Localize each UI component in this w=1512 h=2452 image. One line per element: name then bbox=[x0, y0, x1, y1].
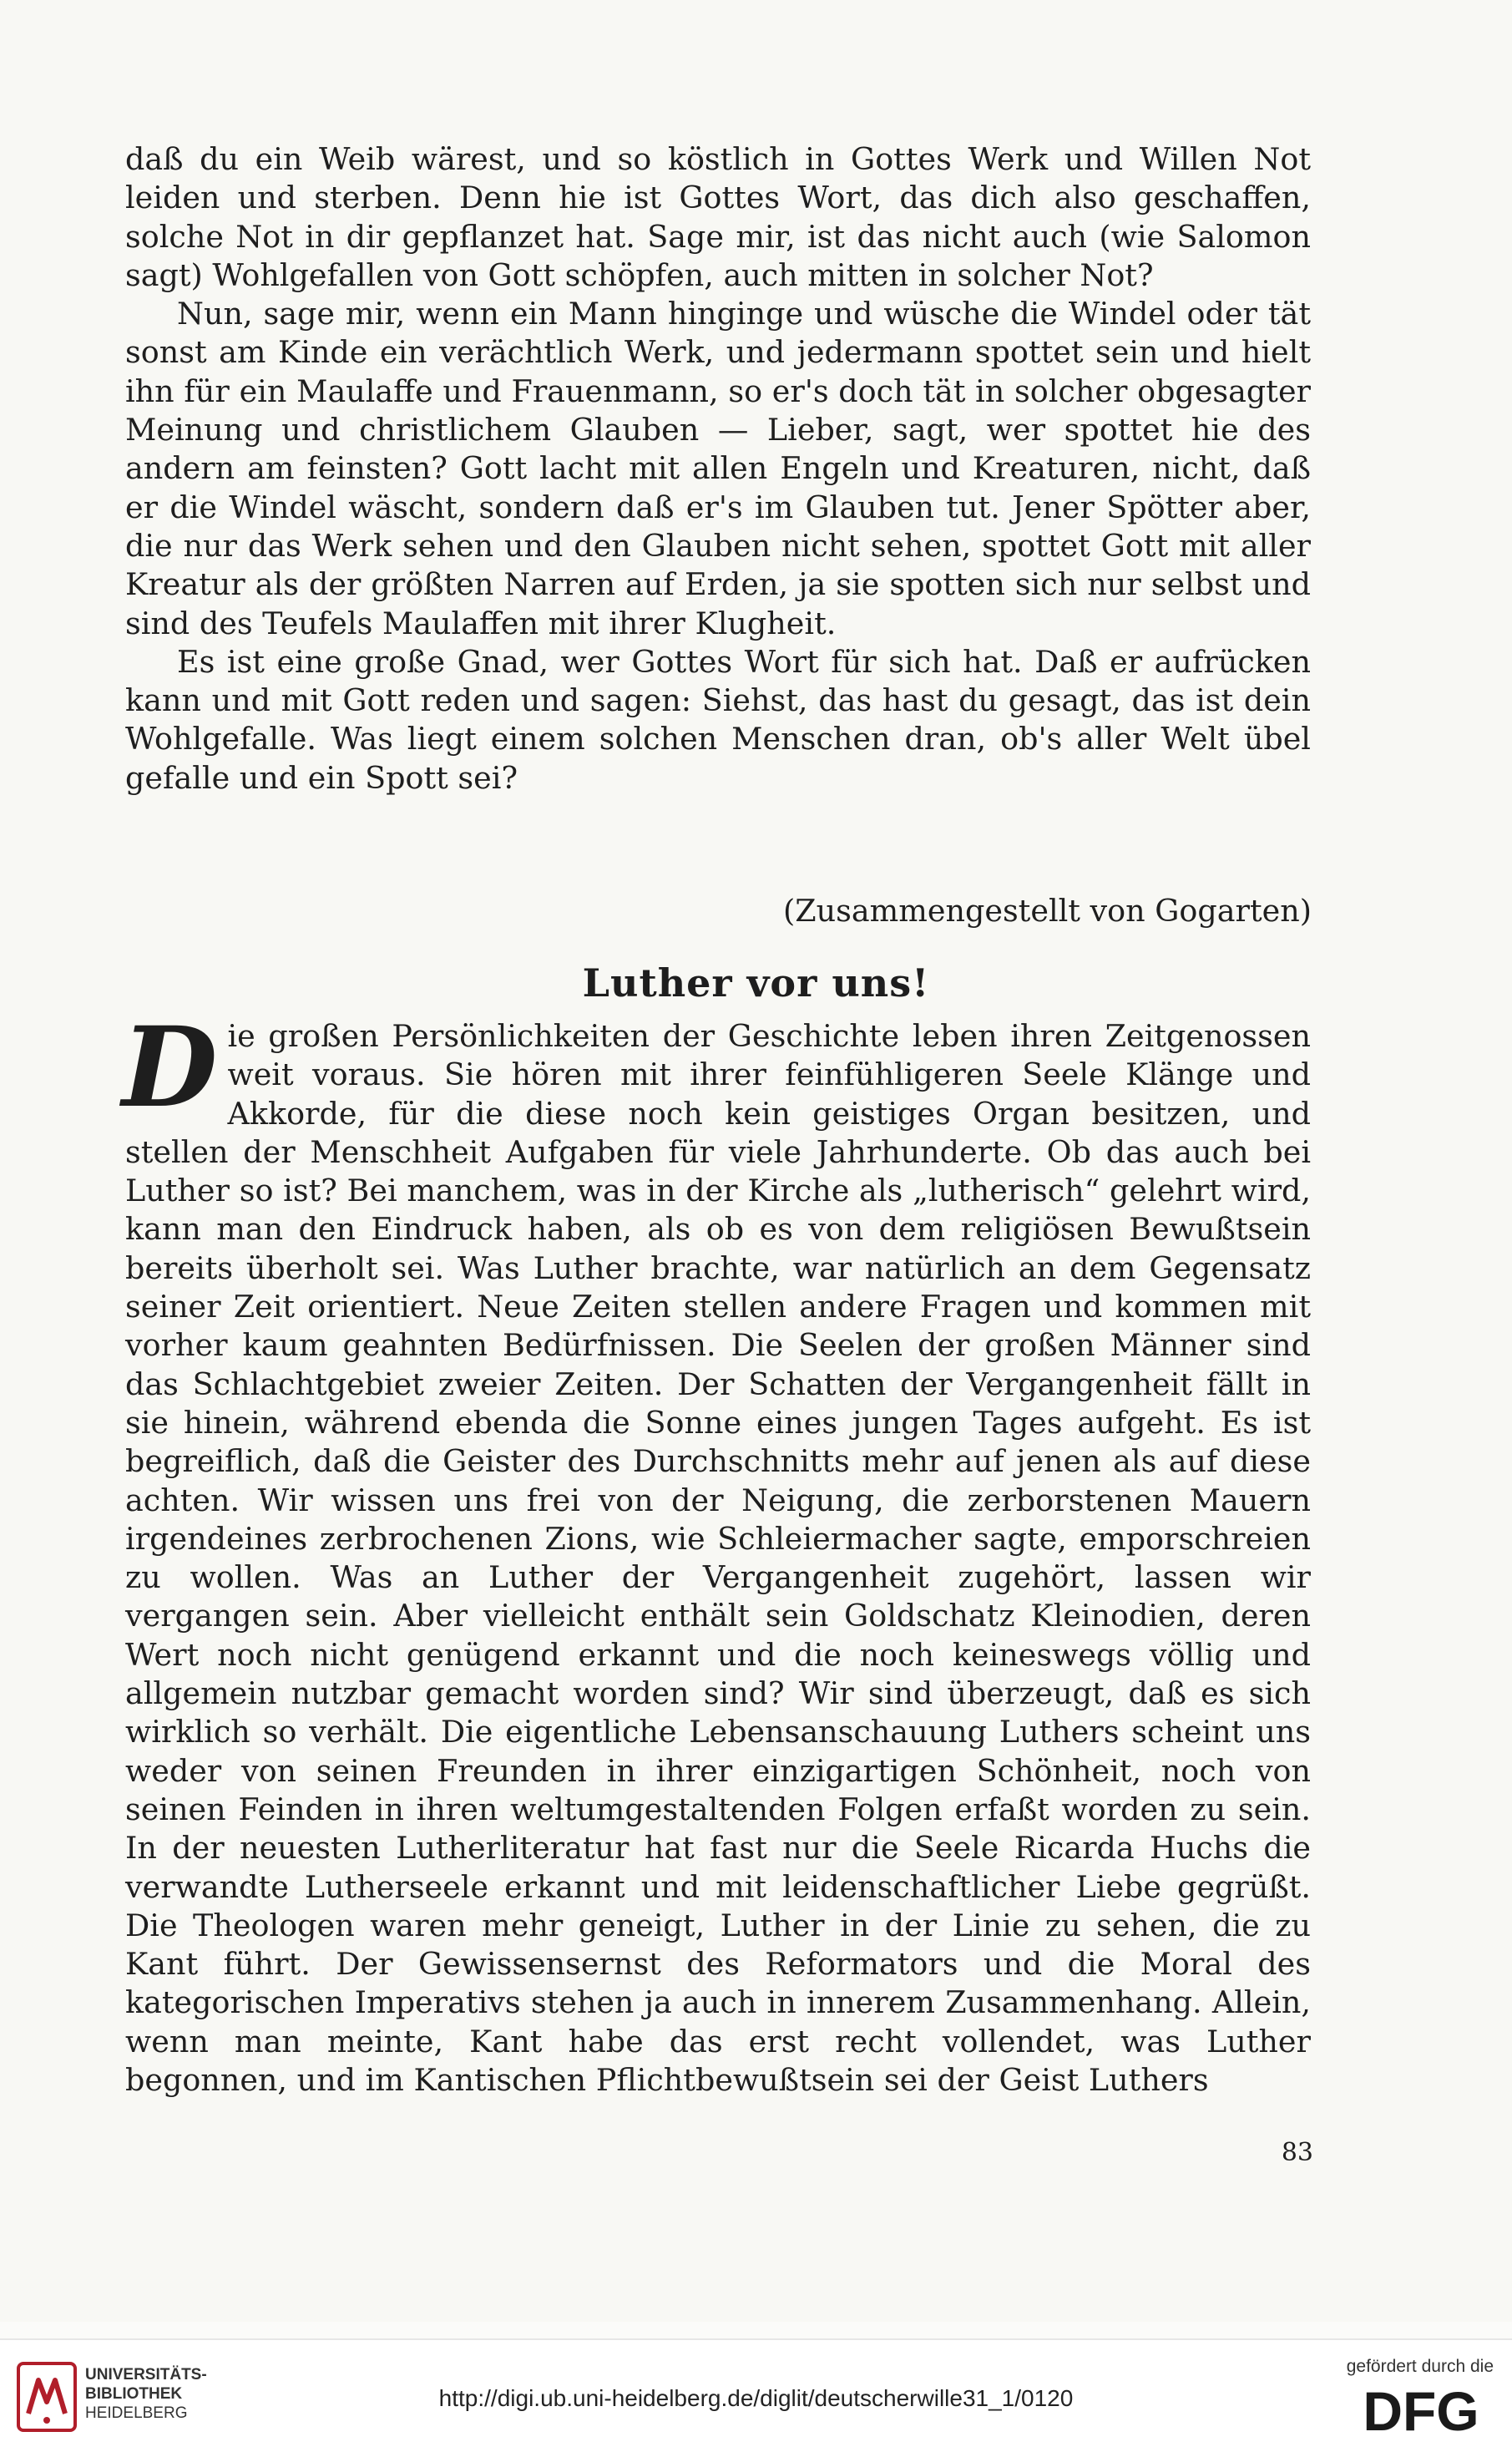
source-url[interactable]: http://digi.ub.uni-heidelberg.de/diglit/deutscherwille31_1/0120 bbox=[438, 2385, 1074, 2411]
footer-bar bbox=[0, 2338, 1512, 2452]
main-text: ie großen Persönlichkeiten der Geschichte leben ihren Zeitgenossen weit voraus. Sie hören mit ihrer feinfühligeren Seele Klänge und Akkorde, für die diese noch kein geistiges Organ besitzen, und stellen der Menschheit Aufgaben für viele Jahrhunderte. Ob das auch bei Luther so ist? Bei manchem, was in der Kirche als „lutherisch“ gelehrt wird, kann man den Eindruck haben, als ob es von dem religiösen Bewußtsein bereits überholt sei. Was Luther brachte, war natürlich an dem Gegensatz seiner Zeit orientiert. Neue Zeiten stellen andere Fragen und kommen mit vorher kaum geahnten Bedürfnissen. Die Seelen der großen Männer sind das Schlachtgebiet zweier Zeiten. Der Schatten der Vergangenheit fällt in sie hinein, während ebenda die Sonne eines jungen Tages aufgeht. Es ist begreiflich, daß die Geister des Durchschnitts mehr auf jenen als auf diese achten. Wir wissen uns frei von der Neigung, die zerborstenen Mauern irgendeines zerbrochenen Zions, wie Schleiermacher sagte, emporschreien zu wollen. Was an Luther der Vergangenheit zugehört, lassen wir vergangen sein. Aber vielleicht enthält sein Goldschatz Kleinodien, deren Wert noch nicht genügend erkannt und die noch keineswegs völlig und allgemein nutzbar gemacht worden sind? Wir sind überzeugt, daß es sich wirklich so verhält. Die eigentliche Lebensanschauung Luthers scheint uns weder von seinen Freunden in ihrer einzigartigen Schönheit, noch von seinen Feinden in ihren weltumgestaltenden Folgen erfaßt worden zu sein. In der neuesten Lutherliteratur hat fast nur die Seele Ricarda Huchs die verwandte Lutherseele erkannt und mit leidenschaftlicher Liebe gegrüßt. Die Theologen waren mehr geneigt, Luther in der Linie zu sehen, die zu Kant führt. Der Gewissensernst des Reformators und die Moral des kategorischen Imperativs stehen ja auch in innerem Zusammenhang. Allein, wenn man meinte, Kant habe das erst recht vollendet, was Luther begonnen, und im Kantischen Pflichtbewußtsein sei der Geist Luthers bbox=[125, 1018, 1311, 2099]
institution-name: UNIVERSITÄTS- BIBLIOTHEK HEIDELBERG bbox=[85, 2366, 207, 2422]
text-block-main bbox=[122, 1003, 1311, 2100]
paragraph: Es ist eine große Gnad, wer Gottes Wort für sich hat. Daß er aufrücken kann und mit Gott reden und sagen: Siehst, das hast du gesagt, das ist dein Wohlgefalle. Was liegt einem solchen Menschen dran, ob's aller Welt übel gefalle und ein Spott sei? bbox=[125, 643, 1311, 796]
paragraph bbox=[122, 1003, 1311, 2100]
drop-cap: D bbox=[122, 1003, 218, 1132]
funded-by-label: gefördert durch die bbox=[1346, 2357, 1494, 2376]
article-credit: (Zusammengestellt von Gogarten) bbox=[783, 893, 1312, 929]
dfg-logo-icon bbox=[1350, 2382, 1492, 2437]
page-number: 83 bbox=[1281, 2138, 1313, 2167]
article-heading: Luther vor uns! bbox=[582, 960, 930, 1006]
paragraph: Nun, sage mir, wenn ein Mann hinginge und wüsche die Windel oder tät sonst am Kinde ein verächtlich Werk, und jedermann spottet sein und hielt ihn für ein Maulaffe und Frauenmann, so er's doch tät in solcher obgesagter Meinung und christlichem Glauben — Lieber, sagt, wer spottet hie des andern am feinsten? Gott lacht mit allen Engeln und Kreaturen, nicht, daß er die Windel wäscht, sondern daß er's im Glauben tut. Jener Spötter aber, die nur das Werk sehen und den Glauben nicht sehen, spottet Gott mit aller Kreatur als der größten Narren auf Erden, ja sie spotten sich nur selbst und sind des Teufels Maulaffen mit ihrer Klugheit. bbox=[125, 296, 1311, 641]
paragraph: daß du ein Weib wärest, und so köstlich in Gottes Werk und Willen Not leiden und sterben. Denn hie ist Gottes Wort, das dich also geschaffen, solche Not in dir gepflanzet hat. Sage mir, ist das nicht auch (wie Salomon sagt) Wohlgefallen von Gott schöpfen, auch mitten in solcher Not? bbox=[125, 141, 1311, 293]
svg-text:DFG: DFG bbox=[1363, 2382, 1479, 2437]
text-block-top bbox=[125, 140, 1311, 798]
